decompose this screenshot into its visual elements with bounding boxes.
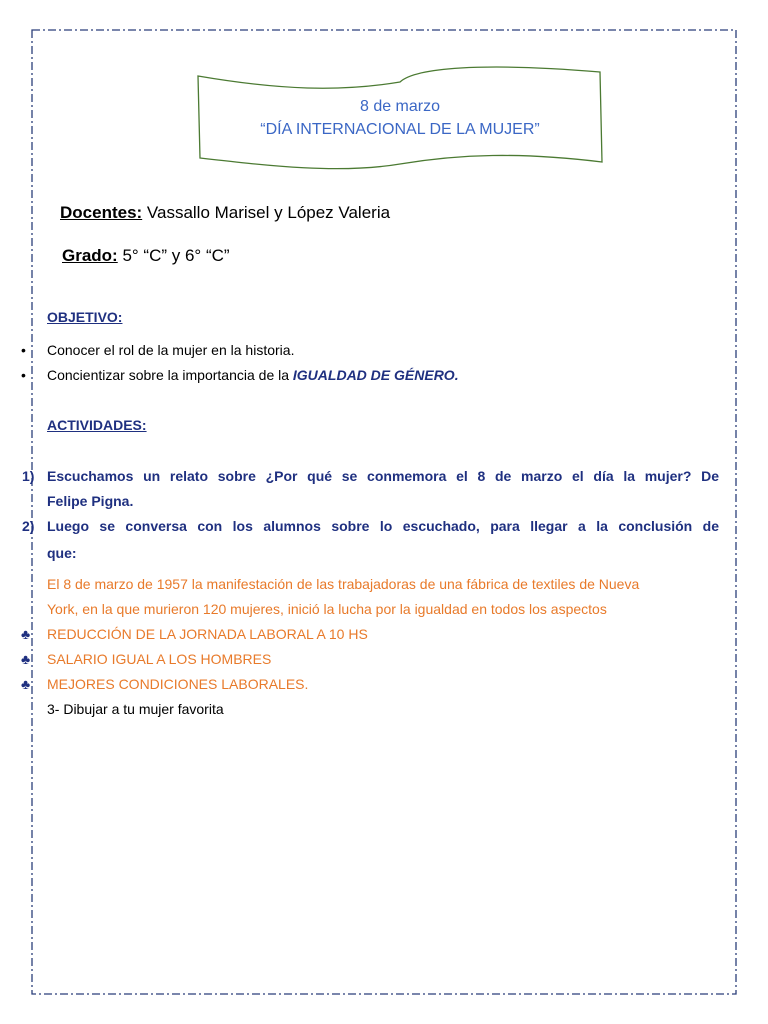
- bullet-dot: •: [21, 342, 26, 358]
- objetivo-item-text: Concientizar sobre la importancia de la: [47, 367, 293, 383]
- banner-heading: “DÍA INTERNACIONAL DE LA MUJER”: [260, 121, 540, 138]
- objetivo-heading: OBJETIVO:: [47, 309, 123, 325]
- igualdad-emphasis: IGUALDAD DE GÉNERO: [292, 367, 455, 383]
- activity-number: 2): [22, 518, 35, 534]
- objetivo-item-suffix: .: [454, 367, 459, 383]
- docentes-label: Docentes:: [60, 203, 143, 222]
- objetivo-item: Conocer el rol de la mujer en la historia.: [47, 342, 295, 358]
- tarea-text: 3- Dibujar a tu mujer favorita: [47, 701, 224, 717]
- club-bullet-icon: ♣: [21, 626, 31, 642]
- actividades-heading: ACTIVIDADES:: [47, 417, 147, 433]
- activity-text-line: Escuchamos un relato sobre ¿Por qué se conmemora el 8 de marzo el día la mujer? De: [47, 468, 719, 484]
- activity-text-line: que:: [47, 545, 77, 561]
- bullet-dot: •: [21, 367, 26, 383]
- activity-number: 1): [22, 468, 35, 484]
- grado-line: [62, 246, 230, 266]
- activity-text-line: Felipe Pigna.: [47, 493, 134, 509]
- conclusion-text: York, en la que murieron 120 mujeres, inició la lucha por la igualdad en todos los aspectos: [47, 601, 607, 617]
- conclusion-point: SALARIO IGUAL A LOS HOMBRES: [47, 651, 272, 667]
- club-bullet-icon: ♣: [21, 676, 31, 692]
- banner-title: [200, 95, 600, 141]
- conclusion-point: REDUCCIÓN DE LA JORNADA LABORAL A 10 HS: [47, 626, 368, 642]
- grado-label: Grado:: [62, 246, 118, 265]
- objetivo-item: [47, 367, 459, 383]
- docentes-value: Vassallo Marisel y López Valeria: [142, 203, 391, 222]
- club-bullet-icon: ♣: [21, 651, 31, 667]
- conclusion-point: MEJORES CONDICIONES LABORALES.: [47, 676, 309, 692]
- grado-value: 5° “C” y 6° “C”: [117, 246, 230, 265]
- banner-date: 8 de marzo: [359, 98, 441, 115]
- conclusion-text: El 8 de marzo de 1957 la manifestación de las trabajadoras de una fábrica de textiles de Nueva: [47, 576, 640, 592]
- docentes-line: [60, 203, 390, 223]
- activity-text-line: Luego se conversa con los alumnos sobre lo escuchado, para llegar a la conclusión de: [47, 518, 719, 534]
